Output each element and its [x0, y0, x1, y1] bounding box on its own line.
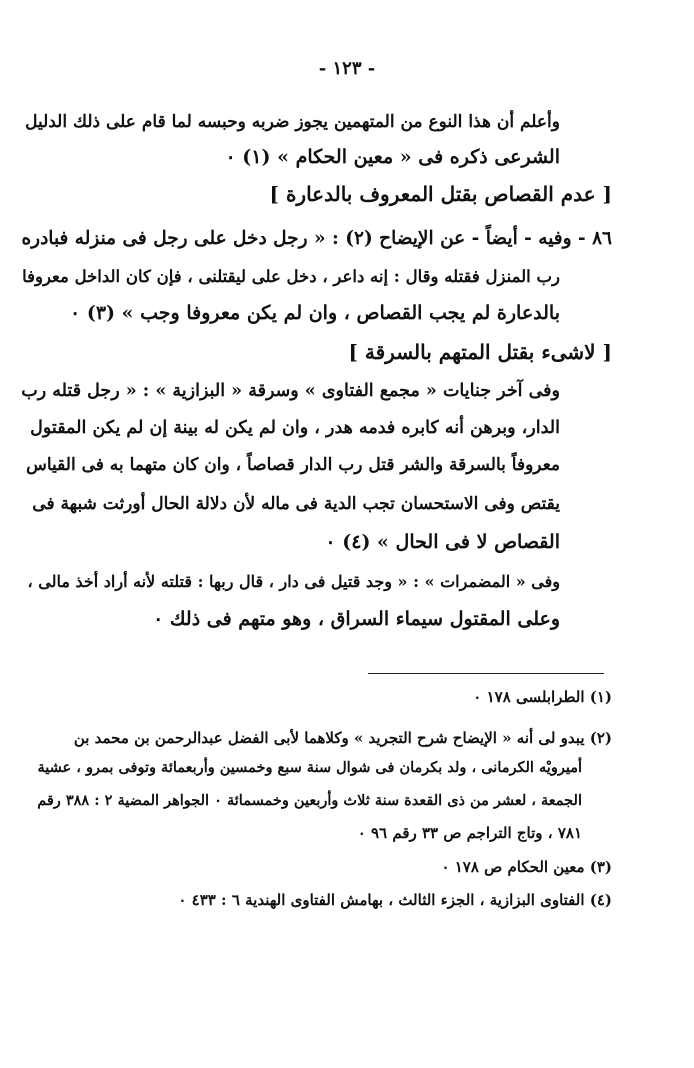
footnote-2-cont-1: أميرويْه الكرمانى ، ولد بكرمان فى شوال سنة سبع وخمسين وأربعمائة وتوفى بمرو ، عشية [37, 759, 582, 776]
body-line-2: الشرعى ذكره فى « معين الحكام » (١) ٠ [225, 146, 560, 168]
footnote-2: (٢) يبدو لى أنه « الإيضاح شرح التجريد » وكلاهما لأبى الفضل عبدالرحمن بن محمد بن [73, 729, 612, 747]
section-heading-2: [ لاشىء بقتل المتهم بالسرقة ] [348, 340, 612, 364]
footnote-1: (١) الطرابلسى ١٧٨ ٠ [473, 688, 612, 706]
footnote-rule [368, 673, 604, 674]
footnote-3: (٣) معين الحكام ص ١٧٨ ٠ [441, 858, 612, 876]
footnote-2-cont-2: الجمعة ، لعشر من ذى القعدة سنة ثلاث وأربعين وخمسمائة ٠ الجواهر المضية ٢ : ٣٨٨ رقم [37, 792, 582, 809]
section-heading-1: [ عدم القصاص بقتل المعروف بالدعارة ] [269, 182, 612, 206]
body-line-14: وعلى المقتول سيماء السراق ، وهو متهم فى ذلك ٠ [153, 608, 560, 630]
body-line-1: وأعلم أن هذا النوع من المتهمين يجوز ضربه وحبسه لما قام على ذلك الدليل [25, 112, 560, 132]
body-line-8: وفى آخر جنايات « مجمع الفتاوى » وسرقة « البزازية » : « رجل قتله رب [21, 381, 560, 401]
footnote-4: (٤) الفتاوى البزازية ، الجزء الثالث ، بهامش الفتاوى الهندية ٦ : ٤٣٣ ٠ [178, 891, 612, 909]
footnote-2-cont-3: ٧٨١ ، وتاج التراجم ص ٣٣ رقم ٩٦ ٠ [357, 824, 582, 842]
body-line-12: القصاص لا فى الحال » (٤) ٠ [325, 531, 560, 553]
body-line-4: ٨٦ - وفيه - أيضاً - عن الإيضاح (٢) : « رجل دخل على رجل فى منزله فبادره [21, 228, 612, 249]
page-number: - ١٢٣ - [318, 58, 376, 79]
body-line-11: يقتص وفى الاستحسان تجب الدية فى ماله لأن دلالة الحال أورثت شبهة فى [32, 494, 560, 514]
body-line-6: بالدعارة لم يجب القصاص ، وان لم يكن معروفا وجب » (٣) ٠ [70, 302, 560, 324]
body-line-10: معروفاً بالسرقة والشر قتل رب الدار قصاصاً ، وان كان متهما به فى القياس [26, 455, 560, 475]
body-line-9: الدار، وبرهن أنه كابره فدمه هدر ، وان لم يكن له بينة إن لم يكن المقتول [30, 418, 560, 438]
body-line-13: وفى « المضمرات » : « وجد قتيل فى دار ، قال ربها : قتلته لأنه أراد أخذ مالى ، [27, 572, 560, 591]
body-line-5: رب المنزل فقتله وقال : إنه داعر ، دخل على ليقتلنى ، فإن كان الداخل معروفا [22, 267, 560, 286]
